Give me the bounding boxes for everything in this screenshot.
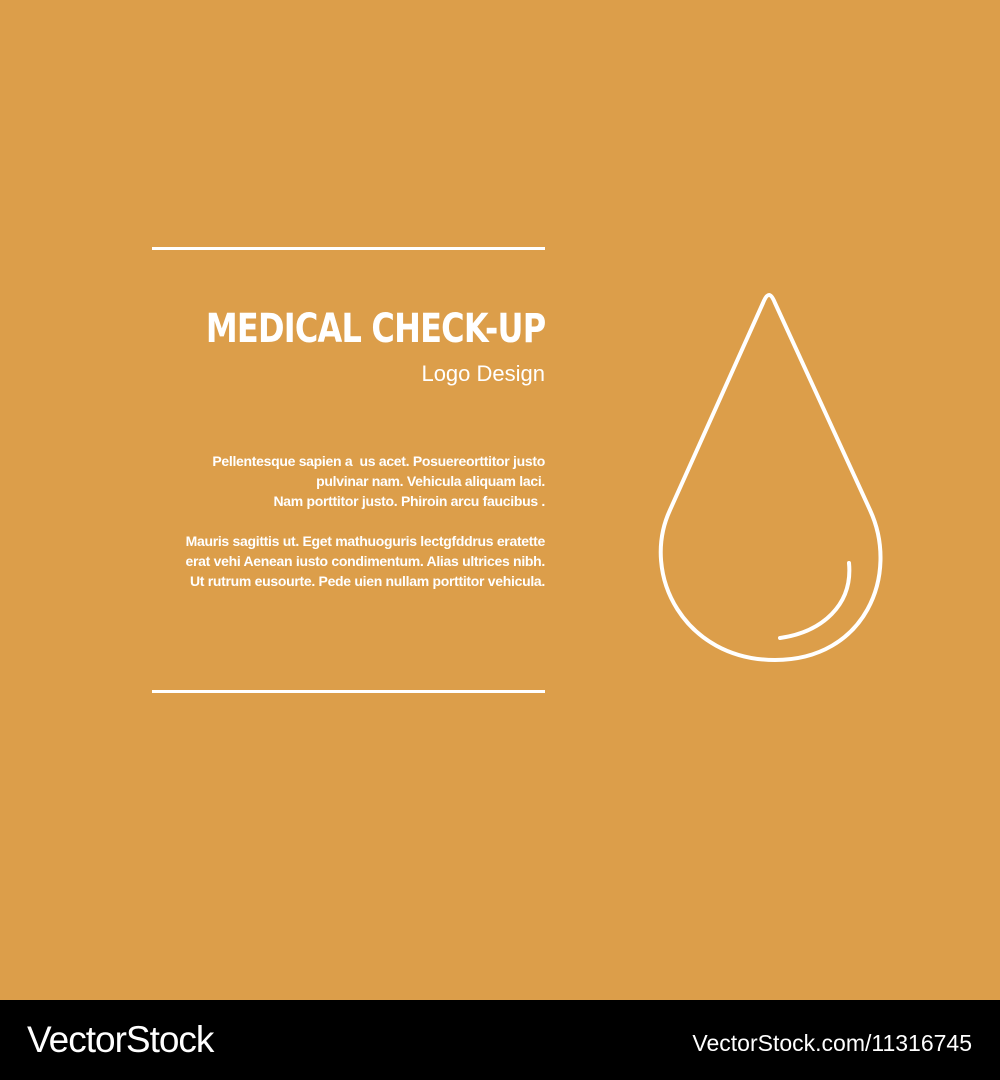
watermark-brand: VectorStock (27, 1019, 214, 1060)
paragraph-line: pulvinar nam. Vehicula aliquam laci. (316, 473, 545, 489)
bottom-divider (152, 690, 545, 693)
water-drop-icon (650, 285, 900, 675)
paragraph-line: erat vehi Aenean iusto condimentum. Alias ultrices nibh. (185, 553, 545, 569)
logo-subtitle: Logo Design (421, 361, 545, 386)
paragraph-line: Ut rutrum eusourte. Pede uien nullam porttitor vehicula. (189, 573, 545, 589)
body-paragraph-1 (212, 451, 545, 511)
paragraph-line: Mauris sagittis ut. Eget mathuoguris lectgfddrus eratette (185, 533, 545, 549)
watermark-bar (0, 1000, 1000, 1080)
drop-highlight (780, 563, 849, 638)
drop-outline (661, 295, 881, 660)
body-paragraph-2 (186, 531, 545, 591)
logo-title: MEDICAL CHECK-UP (205, 306, 545, 352)
paragraph-line: Nam porttitor justo. Phiroin arcu faucibus . (273, 493, 545, 509)
watermark-id: VectorStock.com/11316745 (692, 1030, 972, 1056)
top-divider (152, 247, 545, 250)
paragraph-line: Pellentesque sapien a us acet. Posuereorttitor justo (212, 453, 545, 469)
